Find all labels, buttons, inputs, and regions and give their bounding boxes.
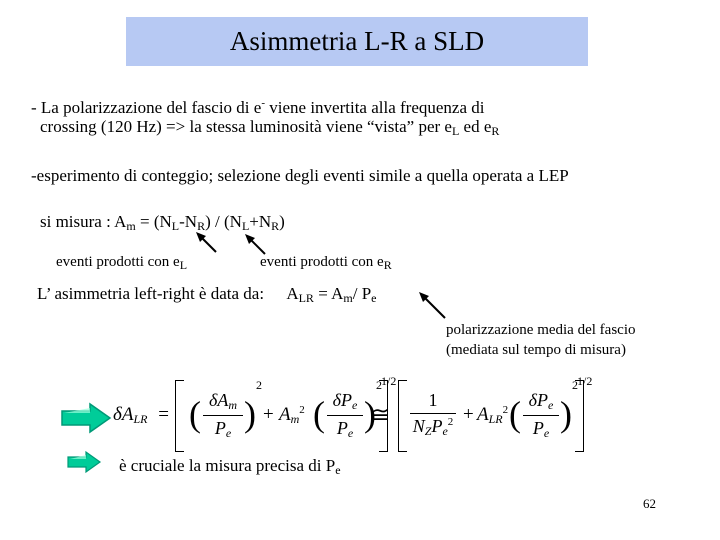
text-segment: viene invertita alla frequenza di <box>265 98 485 117</box>
approx-sign: ≅ <box>371 402 390 427</box>
paren-close: ) <box>364 394 376 434</box>
fraction-1 <box>203 390 243 441</box>
note-line-2: (mediata sul tempo di misura) <box>446 342 626 358</box>
paren-open: ( <box>189 394 201 434</box>
fraction-2 <box>327 390 363 441</box>
exponent: 2 <box>256 378 262 392</box>
big-bracket-left <box>398 380 407 452</box>
paren-open: ( <box>313 394 325 434</box>
paren-close: ) <box>560 394 572 434</box>
subscript: e <box>442 424 448 438</box>
subscript: e <box>371 291 377 305</box>
text-segment: P <box>214 418 226 438</box>
title-text: Asimmetria L-R a SLD <box>229 26 485 56</box>
plus-sign: + <box>463 404 474 425</box>
subscript: m <box>126 219 136 233</box>
exponent: 2 <box>376 378 382 392</box>
text-segment: = A <box>313 284 344 303</box>
a-m-squared <box>279 404 305 427</box>
subscript: L <box>179 258 188 272</box>
label-events-left <box>56 254 187 273</box>
superscript: 2 <box>447 416 454 428</box>
error-equation <box>113 374 613 458</box>
a-lr-squared <box>477 404 508 427</box>
text-segment: eventi prodotti con e <box>260 254 384 270</box>
polarization-note <box>446 320 636 360</box>
subscript: e <box>225 426 232 440</box>
text-segment: = (N <box>135 212 172 231</box>
paren-open: ( <box>509 394 521 434</box>
text-segment: N <box>412 416 425 436</box>
subscript: R <box>197 219 206 233</box>
subscript: e <box>548 398 554 412</box>
text-segment: +N <box>249 212 272 231</box>
exponent-half: 1/2 <box>577 374 593 388</box>
fraction-3 <box>410 390 456 439</box>
pointer-arrow-icon <box>245 234 265 254</box>
subscript: e <box>543 426 550 440</box>
exponent: 2 <box>572 378 578 392</box>
label-events-right <box>260 254 392 273</box>
text-segment: δP <box>528 390 549 410</box>
equals-sign: = <box>158 404 169 425</box>
subscript: LR <box>488 412 503 426</box>
text-segment: P <box>431 416 443 436</box>
fraction-4 <box>523 390 559 441</box>
superscript: - <box>261 97 265 109</box>
text-segment: si misura : A <box>40 212 127 231</box>
text-segment: A <box>477 404 489 425</box>
text-segment: eventi prodotti con e <box>56 254 180 270</box>
text-segment: -N <box>179 212 198 231</box>
note-line-1: polarizzazione media del fascio <box>446 322 636 338</box>
pointer-arrow-icon <box>196 232 216 252</box>
text-segment: P <box>532 418 544 438</box>
text-segment: P <box>336 418 348 438</box>
text-segment: è cruciale la misura precisa di P <box>119 456 336 475</box>
subscript: LR <box>298 291 314 305</box>
paren-close: ) <box>244 394 256 434</box>
text-segment: -esperimento di conteggio; selezione degli eventi simile a quella operata a LEP <box>31 166 569 185</box>
subscript: e <box>352 398 358 412</box>
subscript: L <box>241 219 250 233</box>
exponent-half: 1/2 <box>381 374 397 388</box>
text-segment: δA <box>208 390 229 410</box>
subscript: m <box>290 412 300 426</box>
subscript: e <box>335 463 341 477</box>
subscript: R <box>383 258 392 272</box>
subscript: LR <box>133 412 148 426</box>
subscript: m <box>228 398 238 412</box>
big-bracket-right <box>575 380 584 452</box>
superscript: 2 <box>299 404 305 416</box>
text-segment: ) / (N <box>205 212 242 231</box>
text-segment: δA <box>113 404 134 425</box>
text-segment: / P <box>352 284 372 303</box>
subscript: m <box>343 291 353 305</box>
arrow-right-icon <box>66 450 102 474</box>
subscript: L <box>451 124 460 138</box>
text-segment: A <box>286 284 299 303</box>
text-segment: ed e <box>459 117 492 136</box>
subscript: R <box>271 219 280 233</box>
pointer-arrow-icon <box>419 292 445 318</box>
text-segment: A <box>279 404 291 425</box>
text-segment: crossing (120 Hz) => la stessa luminosità viene “vista” per e <box>40 117 452 136</box>
plus-sign: + <box>263 404 274 425</box>
text-segment: L’ asimmetria left-right è data da: <box>37 284 265 303</box>
eq-lhs <box>113 404 169 427</box>
crucial-note <box>119 456 341 480</box>
subscript: e <box>347 426 354 440</box>
text-segment: ) <box>279 212 285 231</box>
text-segment: δP <box>332 390 353 410</box>
superscript: 2 <box>502 404 509 416</box>
page-number: 62 <box>643 496 656 511</box>
asymmetry-definition <box>37 284 376 308</box>
subscript: Z <box>424 424 432 438</box>
text-segment: 1 <box>428 390 438 410</box>
subscript: L <box>171 219 180 233</box>
subscript: R <box>491 124 500 138</box>
text-segment: - La polarizzazione del fascio di e <box>31 98 262 117</box>
big-bracket-left <box>175 380 184 452</box>
arrow-right-icon <box>60 402 112 434</box>
